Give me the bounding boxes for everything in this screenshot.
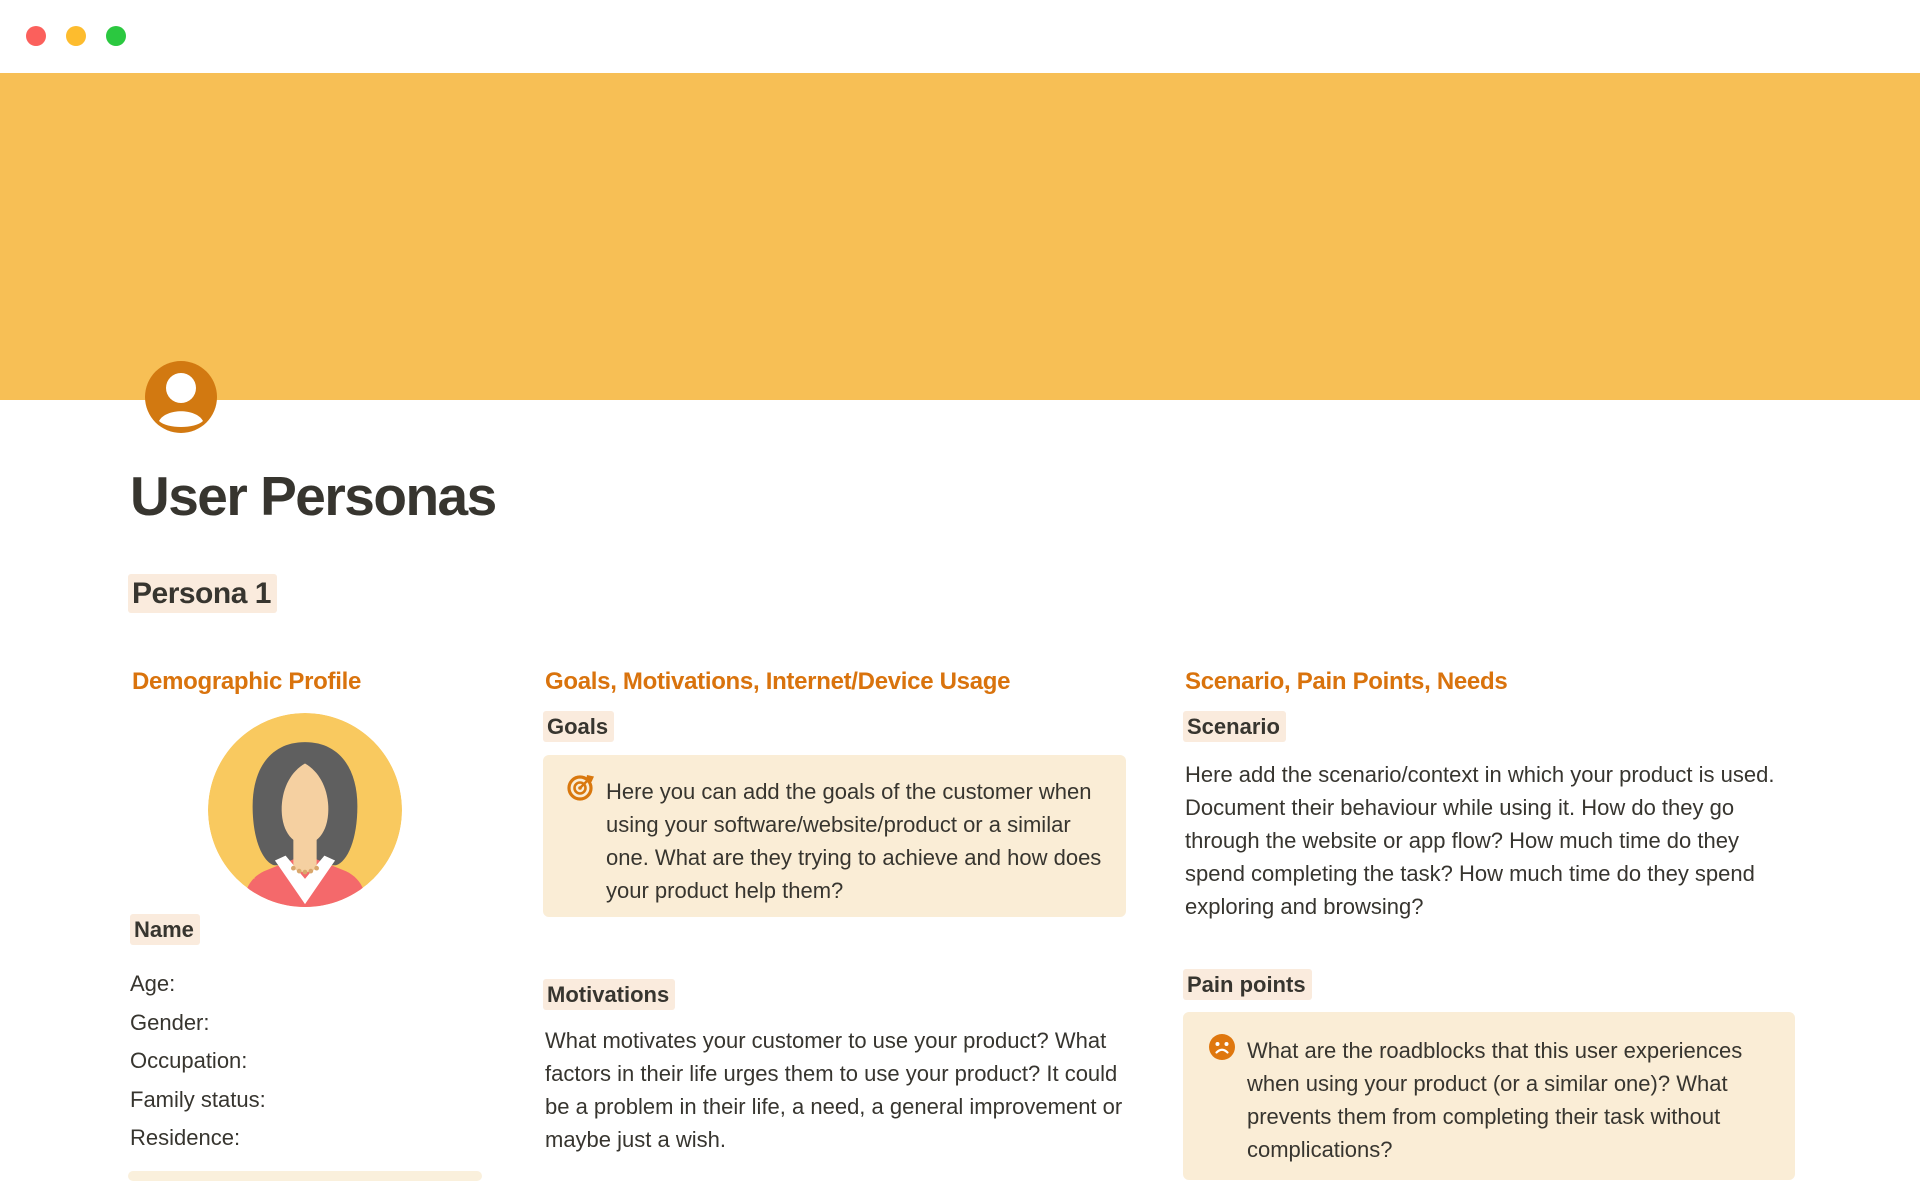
profile-field-age: Age: <box>130 971 176 996</box>
profile-fields <box>130 967 266 1160</box>
person-circle-icon[interactable] <box>145 361 217 433</box>
motivations-paragraph: What motivates your customer to use your product? What factors in their life urges them to use your product? It could be a problem in their life, a need, a general improvement or maybe just a wish. <box>545 1028 1123 1152</box>
name-label: Name <box>130 917 200 943</box>
close-button[interactable] <box>26 26 46 46</box>
pain-points-callout-text: What are the roadblocks that this user experiences when using your product (or a similar one)? What prevents them from completing their task without complications? <box>1247 1038 1743 1162</box>
column-heading: Scenario, Pain Points, Needs <box>1185 668 1508 695</box>
profile-field-occupation: Occupation: <box>130 1048 248 1073</box>
page-title: User Personas <box>130 465 496 527</box>
highlighted-empty-line <box>128 1171 482 1181</box>
window-titlebar <box>0 0 1920 73</box>
pain-points-label: Pain points <box>1183 972 1312 998</box>
column-demographic-profile <box>130 660 490 1200</box>
zoom-button[interactable] <box>106 26 126 46</box>
section-heading-persona: Persona 1 <box>128 576 277 612</box>
scenario-label: Scenario <box>1183 714 1286 740</box>
scenario-paragraph: Here add the scenario/context in which your product is used. Document their behaviour while using it. How do they go through the website or app flow? How much time do they spend completing the task? How much time do they spend exploring and browsing? <box>1185 762 1775 919</box>
motivations-label: Motivations <box>543 982 675 1008</box>
sad-face-icon <box>1209 1034 1235 1060</box>
column-heading: Goals, Motivations, Internet/Device Usage <box>545 668 1011 695</box>
profile-field-residence: Residence: <box>130 1125 241 1150</box>
target-icon <box>567 773 595 801</box>
woman-avatar-illustration <box>208 713 402 907</box>
profile-field-gender: Gender: <box>130 1009 210 1035</box>
goals-callout-text: Here you can add the goals of the customer when using your software/website/product or a similar one. What are they trying to achieve and how does your product help them? <box>606 779 1102 903</box>
profile-field-family-status: Family status: <box>130 1086 266 1112</box>
goals-label: Goals <box>543 714 614 740</box>
goals-callout <box>543 755 1126 917</box>
pain-points-callout <box>1183 1012 1795 1180</box>
minimize-button[interactable] <box>66 26 86 46</box>
column-scenario-painpoints <box>1183 660 1795 1200</box>
cover-banner <box>0 73 1920 400</box>
column-goals-motivations <box>543 660 1126 1200</box>
column-heading: Demographic Profile <box>132 668 362 695</box>
